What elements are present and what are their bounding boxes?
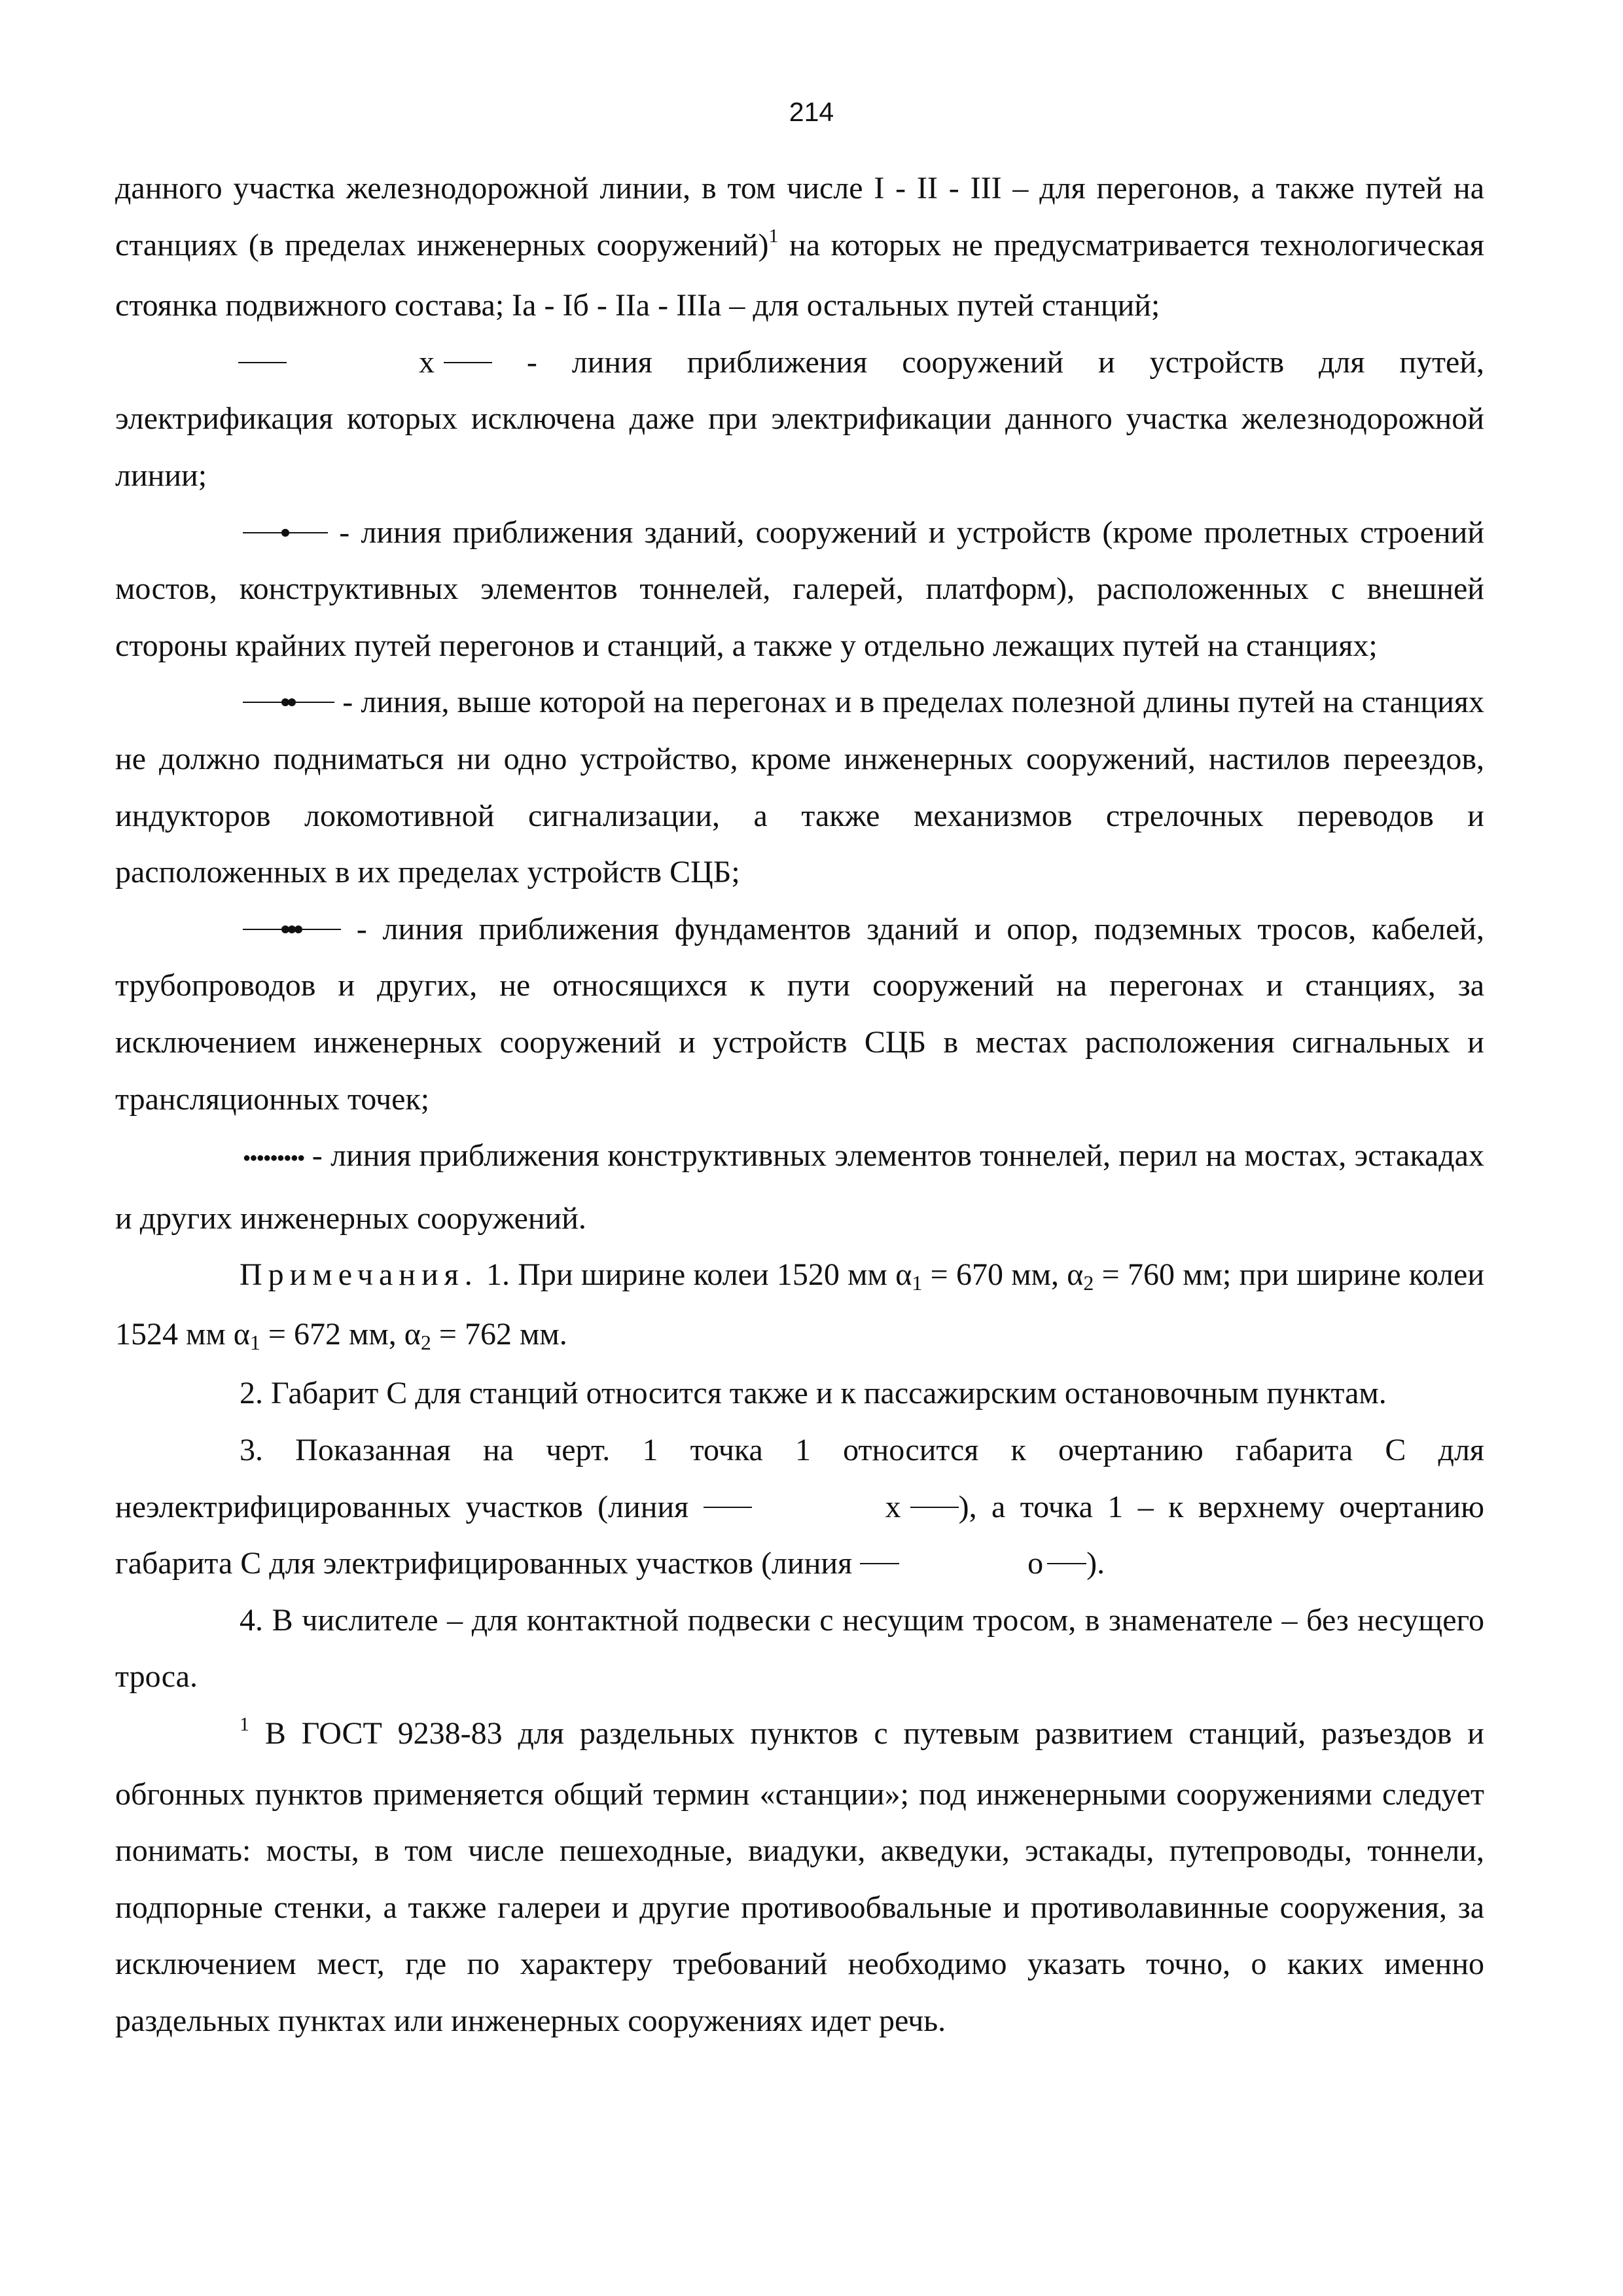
line-x-symbol: х [704,1490,959,1524]
line-x-symbol: х [238,345,492,380]
legend-line-x [115,334,1484,505]
legend-line-two-dots [115,674,1484,901]
note-3: 3. Показанная на черт. 1 точка 1 относится к очертанию габарита С для неэлектрифицированных участков (линия х ), а точка 1 – к верхнему очертанию габарита С для электрифицированных участков (линия о ). [115,1433,1484,1581]
page-number: 214 [789,97,834,127]
footnote-mark: 1 [240,1713,249,1736]
footnote [115,1706,1484,2050]
note-4: 4. В числителе – для контактной подвески с несущим тросом, в знаменателе – без несущего троса. [115,1602,1484,1695]
document-body [115,160,1484,2050]
legend-text: - линия приближения конструктивных элементов тоннелей, перил на мостах, эстакадах и других инженерных сооружений. [115,1138,1484,1236]
paragraph-text: данного участка железнодорожной линии, в том числе I - II - III – для перегонов, а также путей на станциях (в пределах инженерных сооружений) [115,171,1484,262]
note-1: Примечания. 1. При ширине колеи 1520 мм $\alpha_1 = 670$ мм, $\alpha_2 = 760$ мм; при ширине колеи 1524 мм $\alpha_1 = 672$ мм, $\alpha_2 = 762$ мм. [115,1257,1485,1354]
line-two-dots-symbol [243,685,334,719]
legend-text: - линия приближения фундаментов зданий и опор, подземных тросов, кабелей, трубопроводов и других, не относящихся к пути сооружений на перегонах и станциях, за исключением инженерных сооружений и устройств СЦБ в местах расположения сигнальных и трансляционных точек; [115,911,1484,1117]
legend-text: - линия, выше которой на перегонах и в пределах полезной длины путей на станциях не должно подниматься ни одно устройство, кроме инженерных сооружений, настилов переездов, индукторов локомотивной сигнализации, а также механизмов стрелочных переводов и расположенных в их пределах устройств СЦБ; [115,685,1484,890]
line-three-dots-symbol [243,912,341,946]
line-o-symbol: о [860,1546,1086,1581]
legend-text: - линия приближения сооружений и устройств для путей, электрификация которых исключена даже при электрификации данного участка железнодорожной линии; [115,344,1484,493]
notes-heading: Примечания. [240,1257,478,1293]
paragraph-line-categories [115,160,1484,334]
legend-line-three-dots [115,901,1484,1128]
note-2: 2. Габарит С для станций относится также и к пассажирским остановочным пунктам. [240,1376,1387,1411]
dotted-line-symbol: ●●●●●●●●● [243,1151,304,1166]
legend-line-dotted [115,1128,1484,1247]
legend-line-one-dot [115,505,1484,675]
line-one-dot-symbol [243,515,328,550]
footnote-text: В ГОСТ 9238-83 для раздельных пунктов с путевым развитием станций, разъездов и обгонных пунктов применяется общий термин «станции»; под инженерными сооружениями следует понимать: мосты, в том числе пешеходные, виадуки, акведуки, эстакады, путепроводы, тоннели, подпорные стенки, а также галереи и другие противообвальные и противолавинные сооружения, за исключением мест, где по характеру требований необходимо указать точно, о каких именно раздельных пунктах или инженерных сооружениях идет речь. [115,1716,1484,2038]
paragraph-text: на которых не предусматривается технологическая стоянка подвижного состава; Iа - Iб - IIа - IIIа – для остальных путей станций; [115,227,1485,323]
legend-text: - линия приближения зданий, сооружений и устройств (кроме пролетных строений мостов, конструктивных элементов тоннелей, галерей, платформ), расположенных с внешней стороны крайних путей перегонов и станций, а также у отдельно лежащих путей на станциях; [115,514,1484,663]
footnote-reference: 1 [768,224,779,247]
